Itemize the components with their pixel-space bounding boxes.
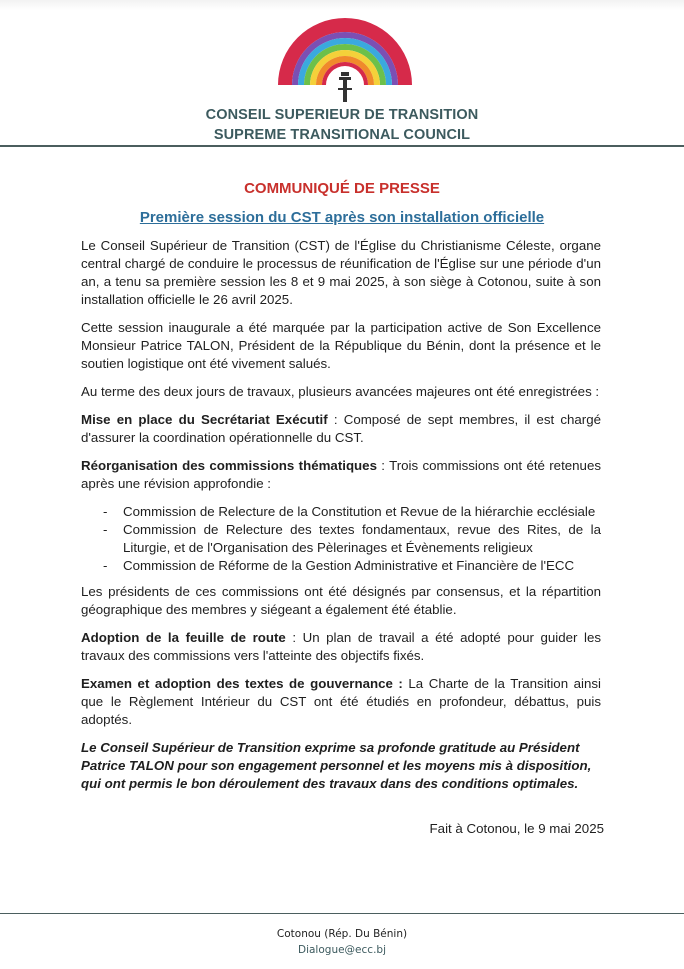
paragraph-governance	[81, 675, 601, 729]
paragraph-president-participation: Cette session inaugurale a été marquée par la participation active de Son Excellence Monsieur Patrice TALON, Président de la République du Bénin, dont la présence et le soutien logistique ont été vivement salués.	[81, 320, 601, 371]
paragraph-commissions	[81, 457, 601, 493]
dash-bullet-icon: -	[103, 558, 108, 573]
press-release-title: COMMUNIQUÉ DE PRESSE	[244, 180, 440, 197]
dash-bullet-icon: -	[103, 504, 108, 519]
document-body	[81, 237, 601, 803]
list-item: - Commission de Relecture de la Constitution et Revue de la hiérarchie ecclésiale	[103, 504, 596, 519]
top-shade	[0, 0, 684, 10]
paragraph-roadmap	[81, 629, 601, 665]
celestial-church-rainbow-icon	[270, 10, 420, 105]
paragraph-intro: Le Conseil Supérieur de Transition (CST) de l'Église du Christianisme Céleste, organe central chargé de conduire le processus de réunification de l'Église sur une période d'un an, a tenu sa première session les 8 et 9 mai 2025, à son siège à Cotonou, suite à son installation officielle le 26 avril 2025.	[81, 238, 601, 307]
governance-text: La Charte de la Transition ainsi que le Règlement Intérieur du CST ont été étudiés en profondeur, débattus, puis adoptés.	[81, 676, 601, 727]
paragraph-secretariat	[81, 411, 601, 447]
governance-label: Examen et adoption des textes de gouvernance :	[81, 676, 403, 691]
paragraph-advances: Au terme des deux jours de travaux, plusieurs avancées majeures ont été enregistrées :	[81, 384, 600, 399]
list-item: - Commission de Relecture des textes fondamentaux, revue des Rites, de la Liturgie, et de l'Organisation des Pèlerinages et Évènements religieux	[103, 522, 601, 555]
list-item: - Commission de Réforme de la Gestion Administrative et Financière de l'ECC	[103, 558, 575, 573]
footer-email-link[interactable]: Dialogue@ecc.bj	[298, 944, 386, 956]
signature-place-date: Fait à Cotonou, le 9 mai 2025	[429, 821, 604, 836]
secretariat-text: : Composé de sept membres, il est chargé d'assurer la coordination opérationnelle du CST.	[81, 412, 601, 445]
secretariat-label: Mise en place du Secrétariat Exécutif	[81, 412, 328, 427]
roadmap-label: Adoption de la feuille de route	[81, 630, 286, 645]
org-title-en: SUPREME TRANSITIONAL COUNCIL	[213, 127, 471, 143]
org-title-fr: CONSEIL SUPERIEUR DE TRANSITION	[205, 107, 479, 123]
dash-bullet-icon: -	[103, 522, 108, 537]
paragraph-gratitude: Le Conseil Supérieur de Transition exprime sa profonde gratitude au Président Patrice TALON pour son engagement personnel et les moyens mis à disposition, qui ont permis le bon déroulement des travaux dans des conditions optimales.	[81, 740, 592, 791]
commissions-list	[81, 503, 601, 575]
footer-divider	[0, 913, 684, 914]
commissions-label: Réorganisation des commissions thématiques	[81, 458, 377, 473]
paragraph-presidents: Les présidents de ces commissions ont été désignés par consensus, et la répartition géographique des membres y siégeant a également été établie.	[81, 584, 601, 617]
press-release-subtitle: Première session du CST après son installation officielle	[139, 209, 545, 226]
church-logo	[270, 10, 420, 105]
footer-location: Cotonou (Rép. Du Bénin)	[276, 928, 408, 940]
commissions-text: : Trois commissions ont été retenues après une révision approfondie :	[81, 458, 601, 491]
roadmap-text: : Un plan de travail a été adopté pour guider les travaux des commissions vers l'atteinte des objectifs fixés.	[81, 630, 601, 663]
header-divider	[0, 145, 684, 147]
